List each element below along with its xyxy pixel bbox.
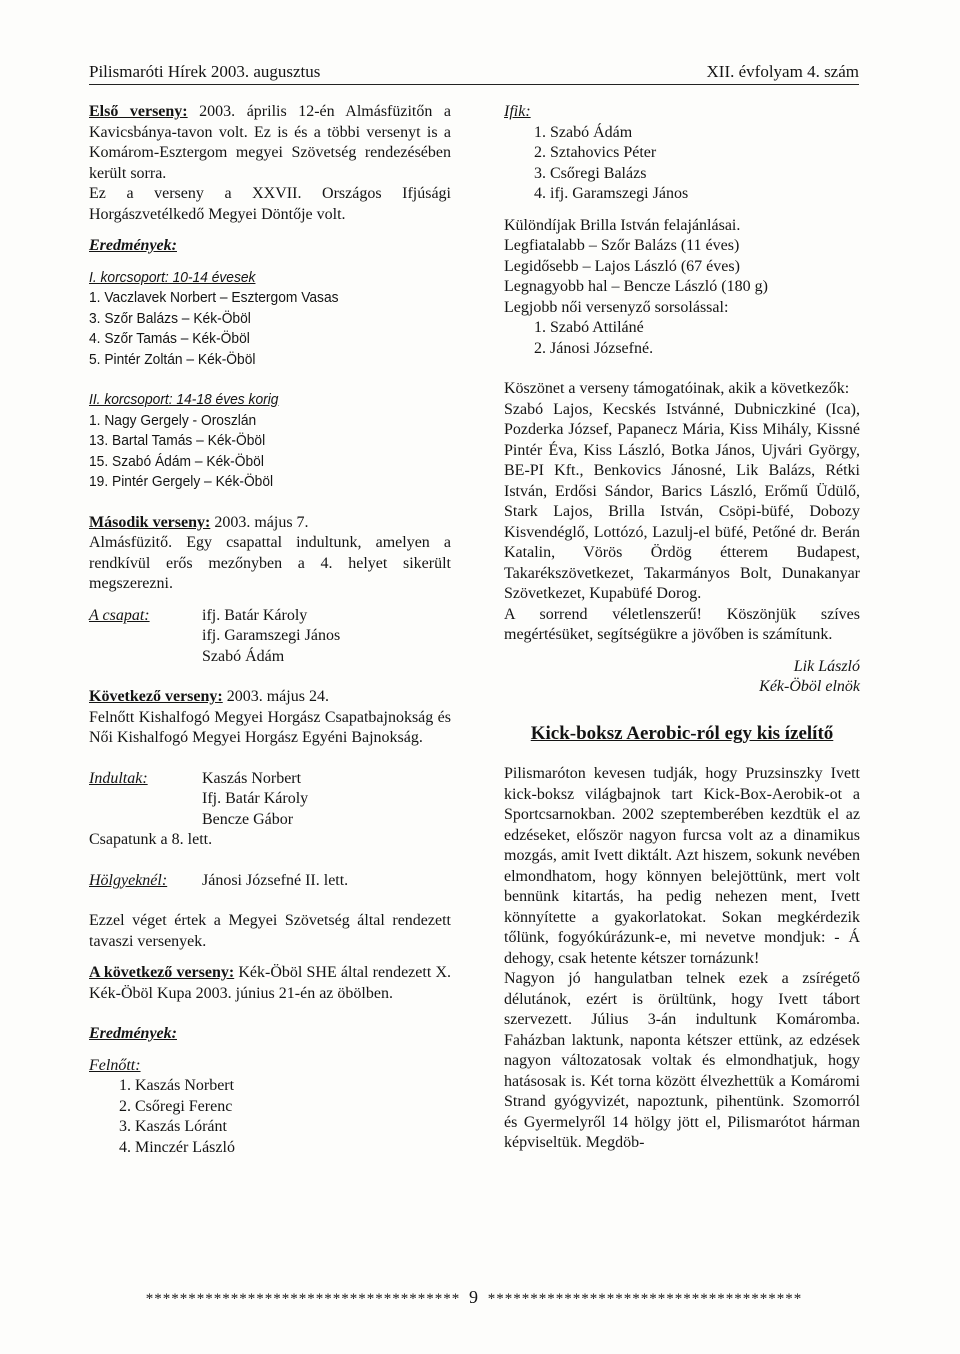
- article-paragraph-2: Nagyon jó hangulatban telnek ezek a zsírégető délutánok, ezért is örültünk, hogy Ivett tábort szervezett. Július 3-án indultunk Komáromba. Faházban laktunk, naponta kétszer ettünk, az edzések nagyon változatosak voltak és elmondhatjuk, hogy hatásosak is. Két torna között élvezhettük a Komáromi Strand gyógyvizét, napoztunk, pihentünk. Szomorról és Gyermelyről 14 hölgy jött el, Pilismarótot hárman képviseltük. Megdöb-: [504, 970, 860, 1151]
- age-group-1-title: I. korcsoport: 10-14 évesek: [89, 268, 256, 286]
- closing-text: Ezzel véget értek a Megyei Szövetség által rendezett tavaszi versenyek.: [89, 912, 451, 950]
- list-item: 1. Szabó Ádám: [534, 123, 633, 141]
- order-note: A sorrend véletlenszerű! Köszönjük szíves megértésüket, segítségükre a jövőben is számítunk.: [504, 605, 860, 643]
- women-best-list: [504, 318, 860, 359]
- list-item: 2. Sztahovics Péter: [534, 144, 657, 161]
- list-item: 2. Jánosi Józsefné.: [534, 339, 654, 357]
- team-list: [202, 606, 340, 668]
- list-item: 1. Kaszás Norbert: [119, 1077, 235, 1094]
- page-header: [89, 60, 859, 85]
- list-item: 13. Bartal Tamás – Kék-Öböl: [89, 432, 266, 449]
- left-column: [89, 102, 451, 1158]
- age-group-2-list: [89, 411, 451, 493]
- list-item: Ifj. Batár Károly: [202, 790, 309, 807]
- next-race-label: Következő verseny:: [89, 688, 223, 705]
- xxvii-paragraph: Ez a verseny a XXVII. Országos Ifjúsági Horgászvetélkedő Megyei Döntője volt.: [89, 185, 451, 223]
- youth-label: Ifik:: [504, 103, 531, 120]
- footer-stars-right: *************************************: [487, 1291, 803, 1307]
- list-item: Legfiatalabb – Szőr Balázs (11 éves): [504, 237, 740, 254]
- list-item: Szabó Ádám: [202, 647, 285, 665]
- list-item: Bencze Gábor: [202, 810, 294, 828]
- youth-list: [504, 123, 860, 205]
- list-item: 3. Csőregi Balázs: [534, 164, 647, 182]
- adult-list: [89, 1076, 451, 1158]
- thanks-text: Köszönet a verseny támogatóinak, akik a következők:: [504, 380, 850, 397]
- list-item: Legidősebb – Lajos László (67 éves): [504, 257, 740, 275]
- sponsors-text: Szabó Lajos, Kecskés Istvánné, Dubniczkiné (Ica), Pozderka József, Papanecz Mária, Kiss Mihály, Kissné Pintér Éva, Kiss László, Botka János, Ujvári György, BE-PI Kft., Benkovics Jánosné, Lik Balázs, Rétki István, Erdősi Sándor, Barics László, Erőmű Üdülő, Stark Lajos, Brilla István, Csöpi-büfé, Dobozy Kisvendéglő, Lottózó, Lazulj-el büfé, Petőné dr. Berán Katalin, Vörös Ördög étterem Budapest, Takarékszövetkezet, Takarmányos Bolt, Dunakanyar Szövetkezet, Kupabüfé Dorog.: [504, 400, 860, 602]
- list-item: 3. Kaszás Lóránt: [119, 1118, 227, 1135]
- list-item: 2. Csőregi Ferenc: [119, 1097, 233, 1115]
- list-item: 5. Pintér Zoltán – Kék-Öböl: [89, 350, 256, 368]
- women-label: Hölgyeknél:: [89, 871, 168, 889]
- adult-label: Felnőtt:: [89, 1056, 141, 1074]
- list-item: Legjobb női versenyző sorsolással:: [504, 298, 729, 316]
- list-item: 1. Vaczlavek Norbert – Esztergom Vasas: [89, 289, 339, 306]
- footer-stars-left: *************************************: [145, 1291, 461, 1307]
- results-heading: Eredmények:: [89, 237, 177, 254]
- first-race-text: 2003. április 12-én Almásfüzitőn a Kavicsbánya-tavon volt. Ez is és a többi versenyt is a Komárom-Esztergom megyei Szövetség rendezésében került sorra.: [89, 103, 452, 182]
- publication-title: Pilismaróti Hírek 2003. augusztus: [89, 62, 321, 81]
- women-text: Jánosi Józsefné II. lett.: [202, 871, 349, 889]
- next-race-heading: [89, 687, 451, 708]
- list-item: Kaszás Norbert: [202, 769, 302, 787]
- team-block: [89, 606, 451, 668]
- started-label: Indultak:: [89, 769, 148, 787]
- list-item: 3. Szőr Balázs – Kék-Öböl: [89, 309, 251, 327]
- list-item: 4. Szőr Tamás – Kék-Öböl: [89, 330, 250, 347]
- second-race-text: Almásfüzitő. Egy csapattal indultunk, amelyen a rendkívül erős mezőnyben a 4. helyet sikerült megszerezni.: [89, 534, 451, 592]
- team-label: A csapat:: [89, 606, 150, 624]
- started-list: [202, 769, 308, 831]
- first-race-paragraph: [89, 102, 451, 184]
- results-heading-2: Eredmények:: [89, 1025, 177, 1042]
- started-block: [89, 769, 451, 831]
- list-item: Legnagyobb hal – Bencze László (180 g): [504, 278, 768, 295]
- list-item: 1. Nagy Gergely - Oroszlán: [89, 411, 257, 429]
- page-number: 9: [469, 1287, 479, 1307]
- following-race-paragraph: [89, 963, 451, 1004]
- issue-number: XII. évfolyam 4. szám: [706, 62, 859, 81]
- special-prizes-intro: Különdíjak Brilla István felajánlásai.: [504, 216, 741, 234]
- special-prizes-list: [504, 236, 860, 318]
- right-column: [504, 102, 860, 1154]
- next-race-date: 2003. május 24.: [222, 688, 329, 705]
- signature-name: Lik László: [793, 657, 860, 675]
- following-race-label: A következő verseny:: [89, 964, 235, 981]
- signature-role: Kék-Öböl elnök: [759, 678, 860, 695]
- age-group-2-title: II. korcsoport: 14-18 éves korig: [89, 391, 279, 408]
- second-race-label: Második verseny:: [89, 513, 211, 531]
- team-place: Csapatunk a 8. lett.: [89, 831, 213, 848]
- list-item: 4. ifj. Garamszegi János: [534, 185, 689, 202]
- list-item: ifj. Garamszegi János: [202, 627, 341, 644]
- first-race-label: Első verseny:: [89, 103, 188, 120]
- list-item: 15. Szabó Ádám – Kék-Öböl: [89, 452, 264, 470]
- article-title: Kick-boksz Aerobic-ról egy kis ízelítő: [530, 722, 834, 744]
- page-footer: [89, 1287, 859, 1308]
- second-race-heading: [89, 513, 451, 534]
- following-race-text: Kék-Öböl SHE által rendezett X. Kék-Öböl Kupa 2003. június 21-én az öbölben.: [89, 964, 451, 1002]
- age-group-1-list: [89, 288, 451, 370]
- next-race-text: Felnőtt Kishalfogó Megyei Horgász Csapatbajnokság és Női Kishalfogó Megyei Horgász Egyéni Bajnokság.: [89, 708, 451, 746]
- list-item: 1. Szabó Attiláné: [534, 319, 644, 336]
- list-item: 4. Minczér László: [119, 1138, 235, 1156]
- list-item: ifj. Batár Károly: [202, 606, 308, 624]
- women-block: [89, 871, 451, 892]
- article-paragraph-1: Pilismaróton kevesen tudják, hogy Pruzsinszky Ivett kick-boksz világbajnok tart Kick-Box-Aerobik-ot a Sportcsarnokban. 2002 szeptemberében kezdtük el az edzéseket, először nagyon furcsa volt az a dinamikus mozgás, amit Ivett diktált. Azt hiszem, sokunk nevében elmondhatom, hogy könnyen belejöttünk, mert volt bennünk kitartás, ha pedig nehezen ment, Ivett könnyítette a gyakorlatokat. Sokan megkérdezik tőlünk, fogyókúrázunk-e, mi nevetve mondjuk: - Á dehogy, csak hetente kétszer tornázunk!: [504, 765, 860, 967]
- second-race-date: 2003. május 7.: [210, 513, 309, 531]
- list-item: 19. Pintér Gergely – Kék-Öböl: [89, 473, 274, 490]
